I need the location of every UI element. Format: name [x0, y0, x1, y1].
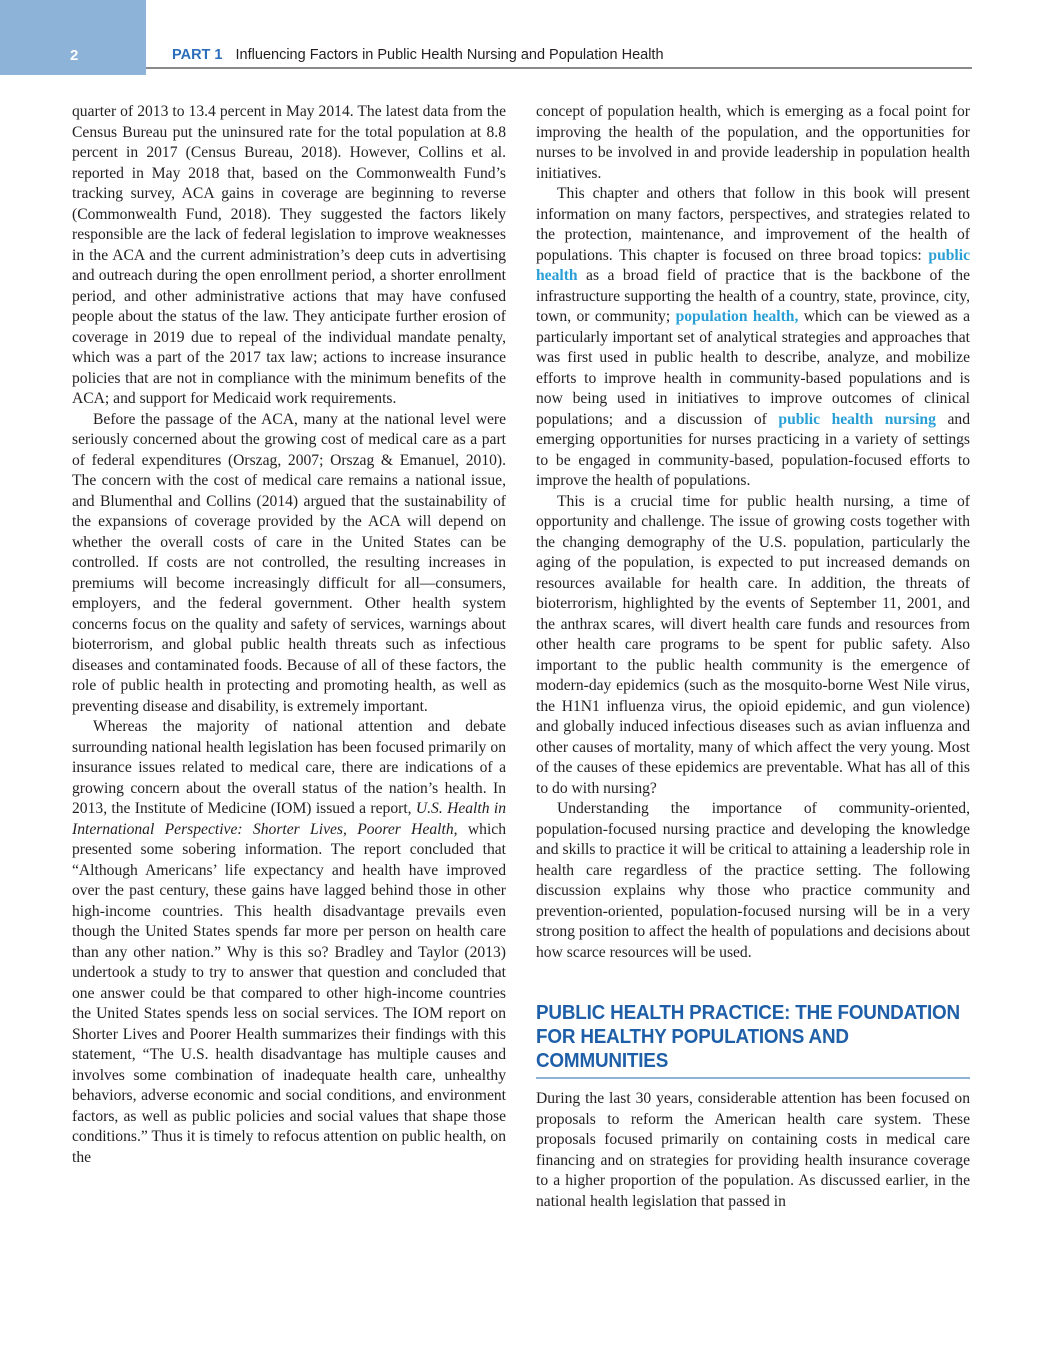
header-rule	[146, 67, 972, 69]
paragraph	[536, 184, 970, 492]
running-head	[172, 47, 664, 63]
paragraph: quarter of 2013 to 13.4 percent in May 2014. The latest data from the Census Bureau put the uninsured rate for the total population at 8.8 percent in 2017 (Census Bureau, 2018). However, Collins et al. reported in May 2018 that, based on the Commonwealth Fund’s tracking survey, ACA gains in coverage are beginning to reverse (Commonwealth Fund, 2018). They suggested the factors likely responsible are the lack of federal legislation to improve weaknesses in the ACA and the current administration’s deep cuts in advertising and outreach during the open enrollment period, a shorter enrollment period, and other administrative actions that may have confused people about the status of the law. They anticipate further erosion of coverage in 2019 due to repeal of the individual mandate penalty, which was a part of the 2017 tax law; actions to increase insurance policies that are not in compliance with the minimum benefits of the ACA; and support for Medicaid work requirements.	[72, 103, 506, 407]
text-run: as a broad field of practice that is the backbone of the infrastructure supporting the health of a country, state, province, city, town, or community;	[536, 267, 970, 325]
key-term-population-health[interactable]: population health,	[675, 308, 799, 325]
paragraph: Before the passage of the ACA, many at the national level were seriously concerned about the growing cost of medical care as a part of federal expenditures (Orszag, 2007; Orszag & Emanuel, 2010). The concern with the cost of medical care remains a national issue, and Blumenthal and Collins (2014) argued that the sustainability of the expansions of coverage provided by the ACA will depend on whether the overall costs of care in the United States can be controlled. If costs are not controlled, the resulting increases in premiums will become increasingly difficult for all—consumers, employers, and the federal government. Other health system concerns focus on the quality and safety of services, warnings about bioterrorism, and global public health threats such as infectious diseases and contaminated foods. Because of all of these factors, the role of public health in protecting and promoting health, as well as preventing disease and disability, is extremely important.	[72, 410, 506, 715]
paragraph: concept of population health, which is emerging as a focal point for improving the health of the population, and the opportunities for nurses to be involved in and provide leadership in population health initiatives.	[536, 103, 970, 182]
key-term-public-health[interactable]: public health	[536, 246, 970, 284]
paragraph: This is a crucial time for public health nursing, a time of opportunity and challenge. The issue of growing costs together with the changing demography of the U.S. population, particularly the aging of the population, is expected to put increased demands on resources available for health care. In addition, the threats of bioterrorism, highlighted by the events of September 11, 2001, and the anthrax scares, will divert health care funds and resources from other health care programs to be spent for public safety. Also important to the public health community is the emergence of modern-day epidemics (such as the mosquito-borne West Nile virus, the H1N1 influenza virus, the opioid epidemic, and gun violence) and globally induced infectious diseases such as avian influenza and other causes of mortality, many of which affect the very young. Most of the causes of these epidemics are preventable. What has all of this to do with nursing?	[536, 492, 970, 797]
right-column	[536, 102, 970, 1212]
page-number: 2	[70, 47, 79, 64]
text-run: which can be viewed as a particularly important set of analytical strategies and approaches that was first used in public health to describe, analyze, and mobilize efforts to improve health in community-based populations and is now being used in initiatives to improve outcomes of clinical populations; and a discussion of	[536, 308, 970, 428]
text-run: Whereas the majority of national attention and debate surrounding national health legislation has been focused primarily on insurance issues related to medical care, there are indications of a growing concern about the overall status of the nation’s health. In 2013, the Institute of Medicine (IOM) issued a report,	[72, 718, 506, 817]
text-run: This chapter and others that follow in this book will present information on many factors, perspectives, and strategies related to the protection, maintenance, and improvement of the health of populations. This chapter is focused on three broad topics:	[536, 185, 970, 264]
report-title: U.S. Health in International Perspective: Shorter Lives, Poorer Health,	[72, 800, 506, 838]
section-heading-rule	[536, 1077, 970, 1079]
paragraph: Understanding the importance of community-oriented, population-focused nursing practice and developing the knowledge and skills to practice it will be critical to attaining a leadership role in health care regardless of the practice setting. The following discussion explains why those who practice community and prevention-oriented, population-focused nursing will be in a very strong position to affect the health of populations and decisions about how scarce resources will be used.	[536, 800, 970, 961]
paragraph	[72, 717, 506, 1168]
section-heading: PUBLIC HEALTH PRACTICE: THE FOUNDATION FOR HEALTHY POPULATIONS AND COMMUNITIES	[536, 1001, 960, 1072]
chapter-title: Influencing Factors in Public Health Nursing and Population Health	[235, 47, 664, 63]
part-label: PART 1	[172, 47, 223, 63]
text-run: and emerging opportunities for nurses practicing in a variety of settings to be engaged in community-based, population-focused efforts to improve the health of populations.	[536, 410, 970, 489]
key-term-public-health-nursing[interactable]: public health nursing	[778, 410, 936, 428]
paragraph: During the last 30 years, considerable attention has been focused on proposals to reform the American health care system. These proposals focused primarily on containing costs in medical care financing and on strategies for providing health insurance coverage to a higher proportion of the population. As discussed earlier, in the national health legislation that passed in	[536, 1090, 970, 1210]
text-run: which presented some sobering information. The report concluded that “Although Americans’ life expectancy and health have improved over the past century, these gains have lagged behind those in other high-income countries. This health disadvantage prevails even though the United States spends far more per person on health care than any other nation.” Why is this so? Bradley and Taylor (2013) undertook a study to try to answer that question and concluded that one answer could be that compared to other high-income countries the United States spends less on social services. The IOM report on Shorter Lives and Poorer Health summarizes their findings with this statement, “The U.S. health disadvantage has multiple causes and involves some combination of inadequate health care, unhealthy behaviors, adverse economic and social conditions, and environment factors, as well as public policies and social values that shape those conditions.” Thus it is timely to refocus attention on public health, on the	[72, 820, 506, 1166]
left-column	[72, 102, 506, 1168]
